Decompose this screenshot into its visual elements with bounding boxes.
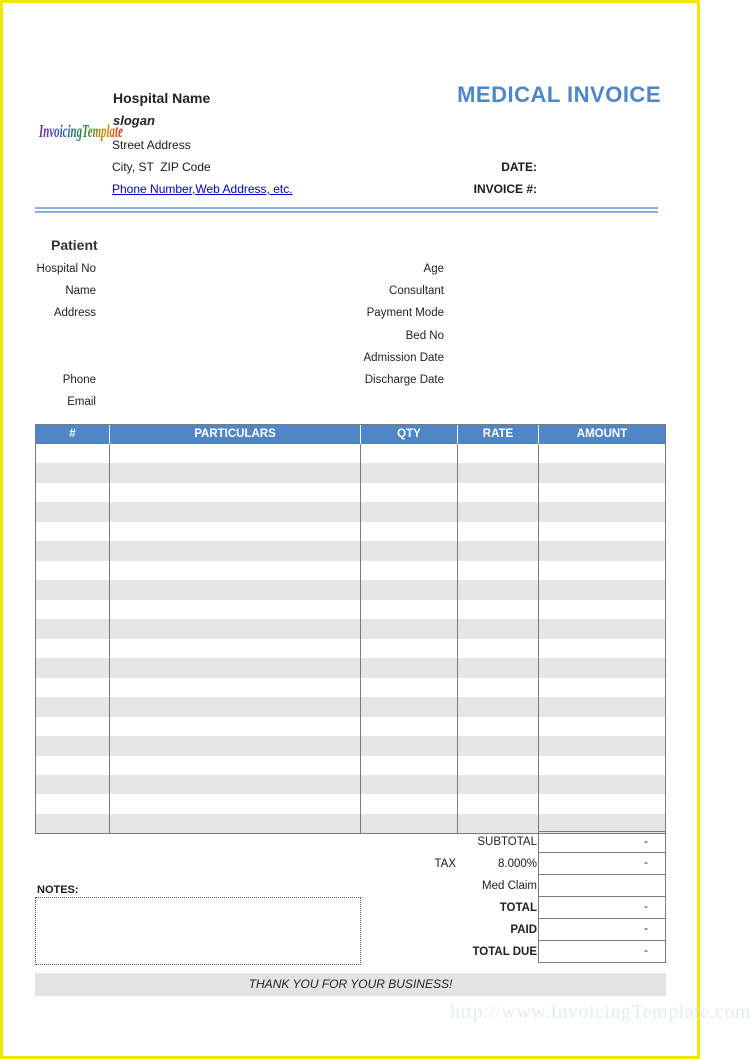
cell-rate[interactable] (458, 619, 539, 638)
cell-number[interactable] (36, 444, 110, 463)
cell-qty[interactable] (361, 483, 458, 502)
cell-number[interactable] (36, 775, 110, 794)
cell-number[interactable] (36, 639, 110, 658)
cell-qty[interactable] (361, 756, 458, 775)
cell-number[interactable] (36, 697, 110, 716)
cell-qty[interactable] (361, 736, 458, 755)
total-due-label: TOTAL DUE (472, 946, 537, 958)
cell-particulars[interactable] (110, 756, 361, 775)
table-row (36, 658, 665, 677)
cell-number[interactable] (36, 522, 110, 541)
cell-qty[interactable] (361, 600, 458, 619)
date-label: DATE: (501, 160, 537, 174)
cell-amount[interactable] (539, 639, 665, 658)
subtotal-value[interactable]: - (538, 831, 666, 853)
cell-qty[interactable] (361, 697, 458, 716)
cell-rate[interactable] (458, 541, 539, 560)
med-claim-label: Med Claim (482, 880, 537, 892)
table-row (36, 600, 665, 619)
payment-mode-label: Payment Mode (366, 307, 444, 319)
cell-amount[interactable] (539, 794, 665, 813)
cell-number[interactable] (36, 658, 110, 677)
cell-qty[interactable] (361, 541, 458, 560)
notes-label: NOTES: (37, 884, 79, 896)
cell-number[interactable] (36, 541, 110, 560)
cell-qty[interactable] (361, 717, 458, 736)
cell-particulars[interactable] (110, 678, 361, 697)
cell-rate[interactable] (458, 756, 539, 775)
slogan: slogan (113, 113, 155, 128)
med-claim-value[interactable] (538, 875, 666, 897)
cell-number[interactable] (36, 794, 110, 813)
hospital-no-label: Hospital No (36, 263, 96, 275)
svg-text:InvoicingTemplate: InvoicingTemplate (39, 122, 123, 142)
cell-rate[interactable] (458, 717, 539, 736)
street-address: Street Address (112, 138, 191, 152)
cell-qty[interactable] (361, 580, 458, 599)
cell-amount[interactable] (539, 697, 665, 716)
cell-amount[interactable] (539, 717, 665, 736)
subtotal-label: SUBTOTAL (477, 836, 537, 848)
cell-particulars[interactable] (110, 814, 361, 833)
cell-rate[interactable] (458, 697, 539, 716)
cell-amount[interactable] (539, 678, 665, 697)
col-qty-header: QTY (361, 425, 458, 444)
cell-particulars[interactable] (110, 697, 361, 716)
cell-particulars[interactable] (110, 444, 361, 463)
paid-value[interactable]: - (538, 919, 666, 941)
table-row (36, 717, 665, 736)
cell-particulars[interactable] (110, 658, 361, 677)
cell-amount[interactable] (539, 483, 665, 502)
cell-rate[interactable] (458, 502, 539, 521)
cell-number[interactable] (36, 756, 110, 775)
cell-rate[interactable] (458, 678, 539, 697)
cell-amount[interactable] (539, 580, 665, 599)
cell-rate[interactable] (458, 483, 539, 502)
cell-qty[interactable] (361, 639, 458, 658)
discharge-date-label: Discharge Date (364, 374, 444, 386)
total-label: TOTAL (499, 902, 537, 914)
cell-amount[interactable] (539, 444, 665, 463)
cell-number[interactable] (36, 561, 110, 580)
city-state-zip: City, ST ZIP Code (112, 160, 211, 174)
table-row (36, 561, 665, 580)
cell-qty[interactable] (361, 561, 458, 580)
table-row (36, 522, 665, 541)
header-divider-top (35, 207, 658, 209)
total-value[interactable]: - (538, 897, 666, 919)
patient-heading: Patient (51, 237, 98, 253)
header-divider-bottom (35, 211, 658, 213)
table-row (36, 756, 665, 775)
cell-rate[interactable] (458, 561, 539, 580)
cell-amount[interactable] (539, 756, 665, 775)
cell-qty[interactable] (361, 678, 458, 697)
table-row (36, 483, 665, 502)
cell-particulars[interactable] (110, 794, 361, 813)
table-row (36, 678, 665, 697)
cell-amount[interactable] (539, 502, 665, 521)
cell-number[interactable] (36, 580, 110, 599)
email-label: Email (67, 396, 96, 408)
table-body (36, 444, 665, 833)
cell-qty[interactable] (361, 522, 458, 541)
table-row (36, 580, 665, 599)
table-row (36, 444, 665, 463)
cell-qty[interactable] (361, 794, 458, 813)
cell-particulars[interactable] (110, 600, 361, 619)
col-rate-header: RATE (458, 425, 539, 444)
cell-rate[interactable] (458, 600, 539, 619)
cell-rate[interactable] (458, 444, 539, 463)
cell-amount[interactable] (539, 541, 665, 560)
notes-field[interactable] (35, 897, 361, 965)
cell-particulars[interactable] (110, 502, 361, 521)
cell-amount[interactable] (539, 775, 665, 794)
tax-label: TAX (434, 858, 456, 870)
cell-particulars[interactable] (110, 541, 361, 560)
cell-particulars[interactable] (110, 463, 361, 482)
bed-no-label: Bed No (405, 330, 444, 342)
cell-particulars[interactable] (110, 522, 361, 541)
cell-amount[interactable] (539, 463, 665, 482)
cell-particulars[interactable] (110, 639, 361, 658)
consultant-label: Consultant (389, 285, 444, 297)
cell-rate[interactable] (458, 794, 539, 813)
tax-value[interactable]: - (538, 853, 666, 875)
table-row (36, 463, 665, 482)
cell-rate[interactable] (458, 658, 539, 677)
paid-label: PAID (510, 924, 537, 936)
cell-number[interactable] (36, 814, 110, 833)
cell-qty[interactable] (361, 658, 458, 677)
cell-number[interactable] (36, 619, 110, 638)
cell-rate[interactable] (458, 522, 539, 541)
table-row (36, 541, 665, 560)
invoice-title: MEDICAL INVOICE (457, 82, 661, 107)
cell-rate[interactable] (458, 814, 539, 833)
cell-particulars[interactable] (110, 775, 361, 794)
admission-date-label: Admission Date (363, 352, 444, 364)
thank-you-banner: THANK YOU FOR YOUR BUSINESS! (35, 973, 666, 996)
table-row (36, 619, 665, 638)
cell-qty[interactable] (361, 463, 458, 482)
cell-rate[interactable] (458, 580, 539, 599)
cell-rate[interactable] (458, 463, 539, 482)
cell-rate[interactable] (458, 736, 539, 755)
cell-amount[interactable] (539, 522, 665, 541)
contact-link[interactable]: Phone Number,Web Address, etc. (112, 182, 293, 196)
total-due-value[interactable]: - (538, 941, 666, 963)
hospital-name: Hospital Name (113, 90, 211, 106)
cell-number[interactable] (36, 678, 110, 697)
cell-qty[interactable] (361, 814, 458, 833)
phone-label: Phone (62, 374, 96, 386)
cell-qty[interactable] (361, 775, 458, 794)
cell-particulars[interactable] (110, 717, 361, 736)
company-logo (39, 107, 123, 147)
table-row (36, 736, 665, 755)
table-header (36, 425, 665, 444)
cell-number[interactable] (36, 463, 110, 482)
cell-amount[interactable] (539, 619, 665, 638)
col-amount-header: AMOUNT (576, 428, 628, 440)
cell-number[interactable] (36, 600, 110, 619)
cell-qty[interactable] (361, 444, 458, 463)
col-particulars-header: PARTICULARS (110, 425, 361, 444)
cell-amount[interactable] (539, 561, 665, 580)
cell-particulars[interactable] (110, 483, 361, 502)
address-label: Address (53, 307, 96, 319)
cell-particulars[interactable] (110, 580, 361, 599)
cell-amount[interactable] (539, 736, 665, 755)
cell-qty[interactable] (361, 619, 458, 638)
cell-rate[interactable] (458, 775, 539, 794)
line-items-table (35, 424, 666, 834)
table-row (36, 502, 665, 521)
cell-particulars[interactable] (110, 736, 361, 755)
cell-qty[interactable] (361, 502, 458, 521)
tax-rate[interactable]: 8.000% (497, 858, 537, 870)
invoice-number-label: INVOICE #: (473, 182, 537, 196)
cell-amount[interactable] (539, 658, 665, 677)
table-row (36, 794, 665, 813)
cell-number[interactable] (36, 502, 110, 521)
watermark: http://www.InvoicingTemplate.com (450, 1001, 751, 1023)
age-label: Age (423, 263, 444, 275)
cell-particulars[interactable] (110, 619, 361, 638)
cell-number[interactable] (36, 717, 110, 736)
table-row (36, 639, 665, 658)
cell-rate[interactable] (458, 639, 539, 658)
cell-particulars[interactable] (110, 561, 361, 580)
table-row (36, 775, 665, 794)
table-row (36, 697, 665, 716)
col-number-header: # (36, 425, 110, 444)
cell-number[interactable] (36, 483, 110, 502)
cell-number[interactable] (36, 736, 110, 755)
cell-amount[interactable] (539, 600, 665, 619)
name-label: Name (65, 285, 96, 297)
